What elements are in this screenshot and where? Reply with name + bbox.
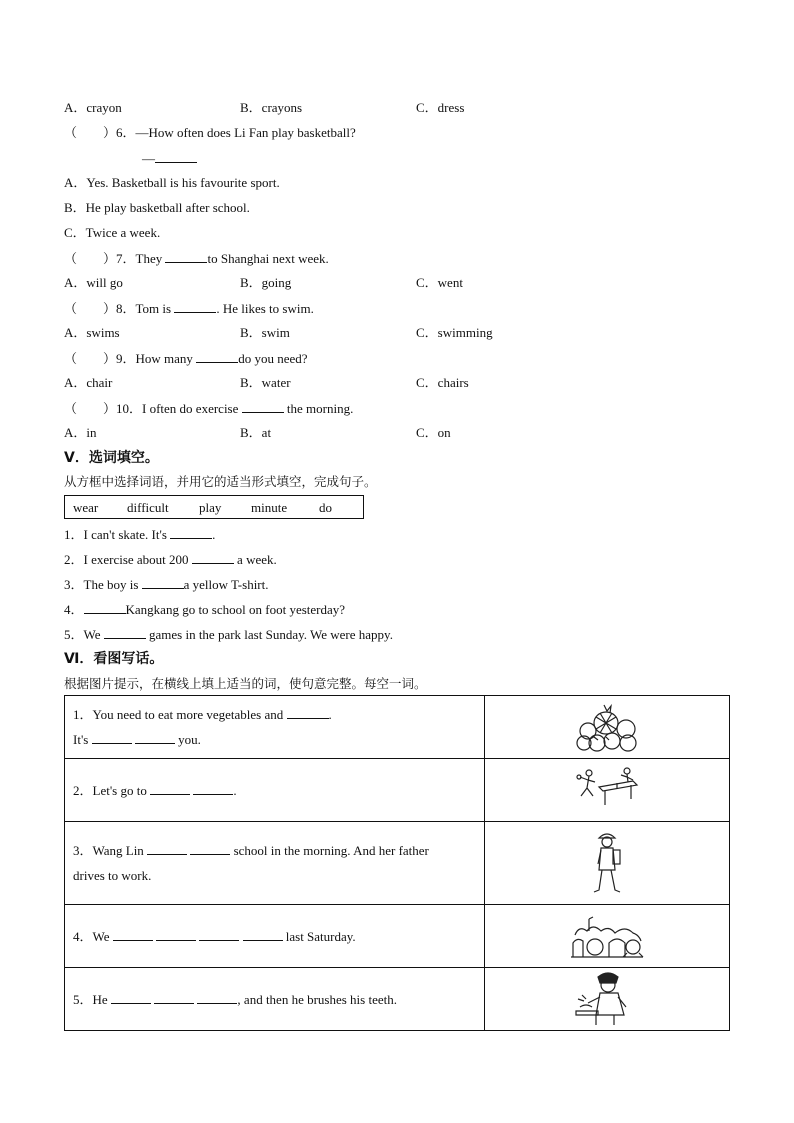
row-text-part: 1．You need to eat more vegetables and	[73, 707, 287, 722]
q9-pre: 9．How many	[116, 351, 197, 366]
word-box-item: difficult	[127, 500, 169, 515]
row-text	[65, 759, 485, 822]
section6-instruction: 根据图片提示，在横线上填上适当的词，使句意完整。每空一词。	[64, 676, 427, 691]
q7-blank[interactable]	[165, 250, 207, 263]
q6-paren: （ ）	[64, 125, 117, 140]
section5-blank[interactable]	[170, 526, 212, 539]
q10-blank[interactable]	[242, 400, 284, 413]
q9-blank[interactable]	[196, 350, 238, 363]
section5-blank[interactable]	[84, 601, 126, 614]
row-text	[65, 822, 485, 905]
section5-item-text: 5．We	[64, 627, 104, 642]
row-blank[interactable]	[147, 842, 187, 855]
q8-option-c: C．swimming	[416, 325, 493, 340]
q7-option-a: A．will go	[64, 275, 123, 290]
q10-option-b: B．at	[240, 425, 272, 440]
row-line	[73, 702, 476, 727]
walking-student-icon	[589, 830, 625, 896]
row-blank[interactable]	[92, 731, 132, 744]
q6-dash: —	[142, 151, 155, 166]
section5-item-5	[64, 626, 393, 643]
q10-option-a: A．in	[64, 425, 97, 440]
boy-washing-picture	[484, 968, 729, 1031]
row-text-part: .	[328, 707, 332, 722]
q8-post: . He likes to swim.	[216, 301, 314, 316]
ping-pong-icon	[575, 765, 639, 815]
row-text-part: 4．We	[73, 928, 113, 944]
section5-blank[interactable]	[142, 576, 184, 589]
q7-post: to Shanghai next week.	[207, 251, 329, 266]
q9-post: do you need?	[238, 351, 308, 366]
row-text-part: It's	[73, 732, 92, 747]
row-blank[interactable]	[190, 842, 230, 855]
q7-pre: 7．They	[116, 251, 166, 266]
table-row	[65, 759, 730, 822]
q9-option-a: A．chair	[64, 375, 113, 390]
section5-item-1	[64, 526, 215, 543]
row-blank[interactable]	[199, 928, 239, 941]
q6-stem	[64, 125, 356, 141]
section5-item-3	[64, 576, 269, 593]
table-row	[65, 822, 730, 905]
ping-pong-picture	[484, 759, 729, 822]
q10-stem	[64, 400, 353, 417]
q6-option-c: C．Twice a week.	[64, 225, 161, 240]
section5-blank[interactable]	[192, 551, 234, 564]
section5-instruction: 从方框中选择词语，并用它的适当形式填空，完成句子。	[64, 474, 377, 489]
q5-option-b: B．crayons	[240, 100, 303, 115]
row-line	[73, 838, 476, 863]
q7-paren: （ ）	[64, 251, 117, 266]
row-text-part: , and then he brushes his teeth.	[237, 991, 397, 1007]
word-box-item: play	[199, 500, 222, 515]
q6-text: 6．—How often does Li Fan play basketball?	[116, 125, 356, 140]
section5-item-text: 3．The boy is	[64, 577, 142, 592]
row-text-part: .	[233, 782, 237, 798]
row-blank[interactable]	[197, 991, 237, 1004]
q5-option-a: A．crayon	[64, 100, 122, 115]
walking-student-picture	[484, 822, 729, 905]
q8-paren: （ ）	[64, 301, 117, 316]
q10-post: the morning.	[283, 401, 354, 416]
q7-option-c: C．went	[416, 275, 463, 290]
section5-item-text: a week.	[233, 552, 277, 567]
section5-title: Ⅴ．选词填空。	[64, 450, 159, 466]
fruit-basket-picture	[484, 696, 729, 759]
fruit-basket-icon	[576, 701, 638, 753]
row-blank[interactable]	[154, 991, 194, 1004]
section5-item-text: 1．I can't skate. It's	[64, 527, 171, 542]
q8-option-a: A．swims	[64, 325, 120, 340]
row-blank[interactable]	[193, 782, 233, 795]
q7-stem	[64, 250, 329, 267]
zoo-animals-icon	[569, 913, 645, 959]
q8-stem	[64, 300, 314, 317]
row-text-part: you.	[174, 732, 201, 747]
table-row	[65, 696, 730, 759]
section5-item-text: a yellow T-shirt.	[183, 577, 269, 592]
row-text	[65, 968, 485, 1031]
q9-option-b: B．water	[240, 375, 291, 390]
q9-paren: （ ）	[64, 351, 117, 366]
row-blank[interactable]	[150, 782, 190, 795]
section5-item-2	[64, 551, 277, 568]
section6-title: Ⅵ．看图写话。	[64, 651, 164, 667]
row-blank[interactable]	[111, 991, 151, 1004]
row-text-part: last Saturday.	[282, 928, 356, 944]
section5-item-text: .	[212, 527, 216, 542]
row-text-part: 3．Wang Lin	[73, 843, 148, 858]
q9-option-c: C．chairs	[416, 375, 469, 390]
section5-item-text: Kangkang go to school on foot yesterday?	[125, 602, 346, 617]
table-row	[65, 905, 730, 968]
row-line	[73, 727, 476, 752]
row-blank[interactable]	[113, 928, 153, 941]
q8-blank[interactable]	[174, 300, 216, 313]
word-box-item: minute	[251, 500, 288, 515]
q9-stem	[64, 350, 308, 367]
word-box	[64, 495, 364, 519]
q6-option-a: A．Yes. Basketball is his favourite sport.	[64, 175, 280, 190]
row-text	[65, 905, 485, 968]
row-blank[interactable]	[135, 731, 175, 744]
q8-pre: 8．Tom is	[116, 301, 175, 316]
word-box-item: do	[319, 500, 332, 515]
q7-option-b: B．going	[240, 275, 292, 290]
row-text-part: 5．He	[73, 991, 111, 1007]
row-text-part: school in the morning. And her father	[230, 843, 429, 858]
q5-option-c: C．dress	[416, 100, 465, 115]
q6-option-b: B．He play basketball after school.	[64, 200, 250, 215]
row-text	[65, 696, 485, 759]
section5-blank[interactable]	[104, 626, 146, 639]
q6-blank[interactable]	[155, 150, 197, 163]
q10-option-c: C．on	[416, 425, 451, 440]
row-blank[interactable]	[287, 706, 329, 719]
word-box-item: wear	[73, 500, 99, 515]
section5-item-text: 4．	[64, 602, 84, 617]
boy-washing-icon	[574, 971, 640, 1027]
q10-pre: 10．I often do exercise	[116, 401, 242, 416]
row-line: drives to work.	[73, 868, 152, 883]
table-row	[65, 968, 730, 1031]
q8-option-b: B．swim	[240, 325, 290, 340]
picture-writing-table	[64, 695, 730, 1031]
section5-item-text: games in the park last Sunday. We were happy.	[145, 627, 393, 642]
row-blank[interactable]	[243, 928, 283, 941]
row-blank[interactable]	[156, 928, 196, 941]
q6-answer-line	[142, 150, 197, 167]
row-text-part: 2．Let's go to	[73, 782, 151, 798]
q10-paren: （ ）	[64, 401, 117, 416]
section5-item-4	[64, 601, 345, 618]
section5-item-text: 2．I exercise about 200	[64, 552, 192, 567]
zoo-animals-picture	[484, 905, 729, 968]
